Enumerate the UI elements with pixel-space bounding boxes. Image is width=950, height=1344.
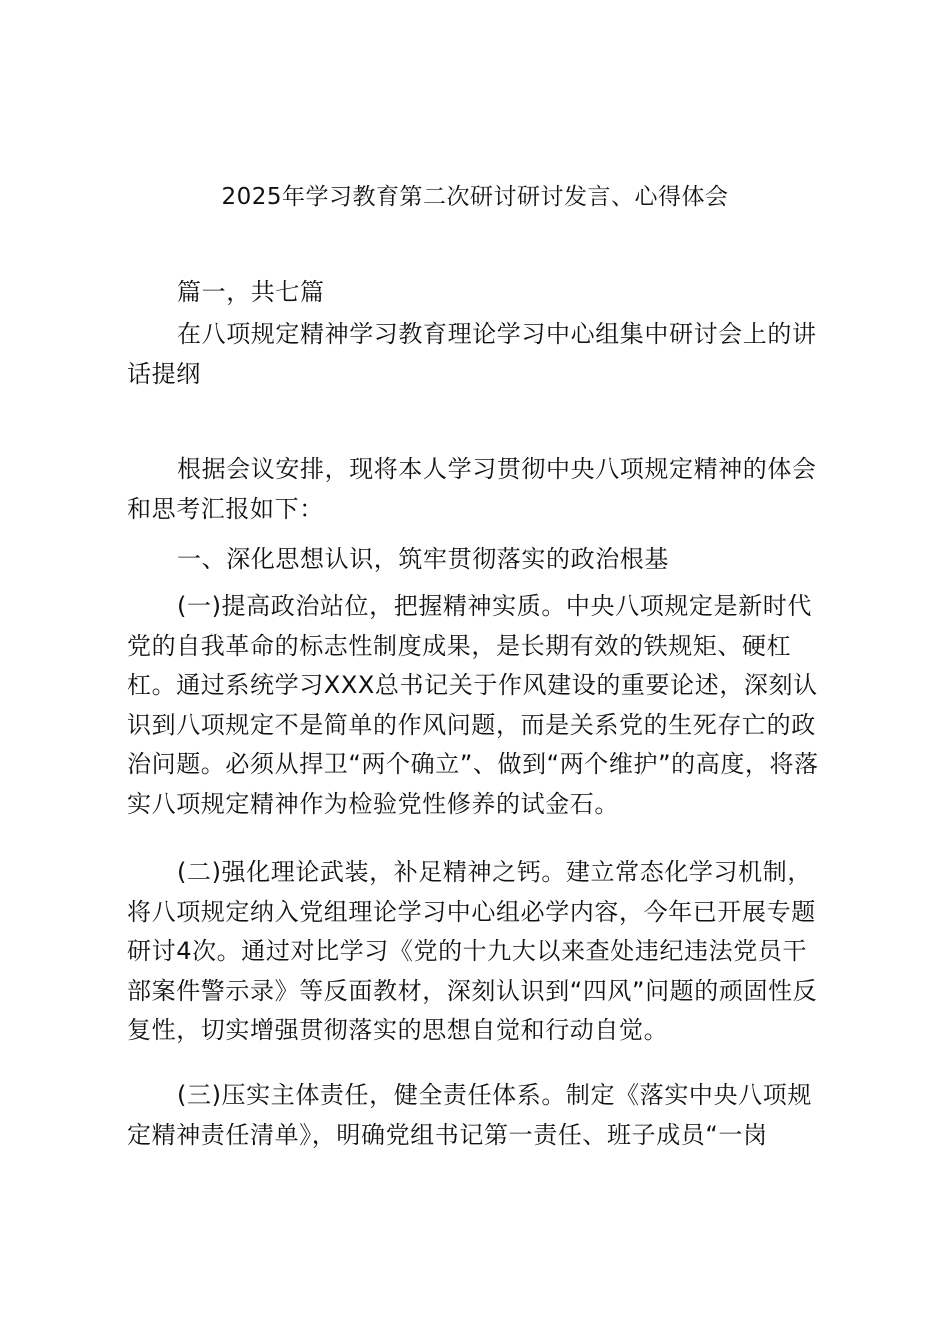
section-heading: 一、深化思想认识，筑牢贯彻落实的政治根基 bbox=[177, 545, 669, 573]
body-paragraph: (一)提高政治站位，把握精神实质。中央八项规定是新时代党的自我革命的标志性制度成果，是长期有效的铁规矩、硬杠杠。通过系统学习XXX总书记关于作风建设的重要论述，深刻认识到八项规定不是简单的作风问题，而是关系党的生死存亡的政治问题。必须从捍卫“两个确立”、做到“两个维护”的高度，将落实八项规定精神作为检验党性修养的试金石。 bbox=[127, 592, 819, 818]
body-paragraph: (二)强化理论武装，补足精神之钙。建立常态化学习机制，将八项规定纳入党组理论学习中心组必学内容，今年已开展专题研讨4次。通过对比学习《党的十九大以来查处违纪违法党员干部案件警示录》等反面教材，深刻认识到“四风”问题的顽固性反复性，切实增强贯彻落实的思想自觉和行动自觉。 bbox=[127, 858, 818, 1044]
speech-title: 在八项规定精神学习教育理论学习中心组集中研讨会上的讲话提纲 bbox=[127, 320, 817, 388]
intro-paragraph: 根据会议安排，现将本人学习贯彻中央八项规定精神的体会和思考汇报如下： bbox=[127, 455, 817, 523]
body-paragraph: (三)压实主体责任，健全责任体系。制定《落实中央八项规定精神责任清单》，明确党组书记第一责任、班子成员“一岗 bbox=[127, 1081, 812, 1149]
document-title: 2025年学习教育第二次研讨研讨发言、心得体会 bbox=[221, 184, 729, 210]
document-subtitle: 篇一，共七篇 bbox=[177, 278, 325, 306]
